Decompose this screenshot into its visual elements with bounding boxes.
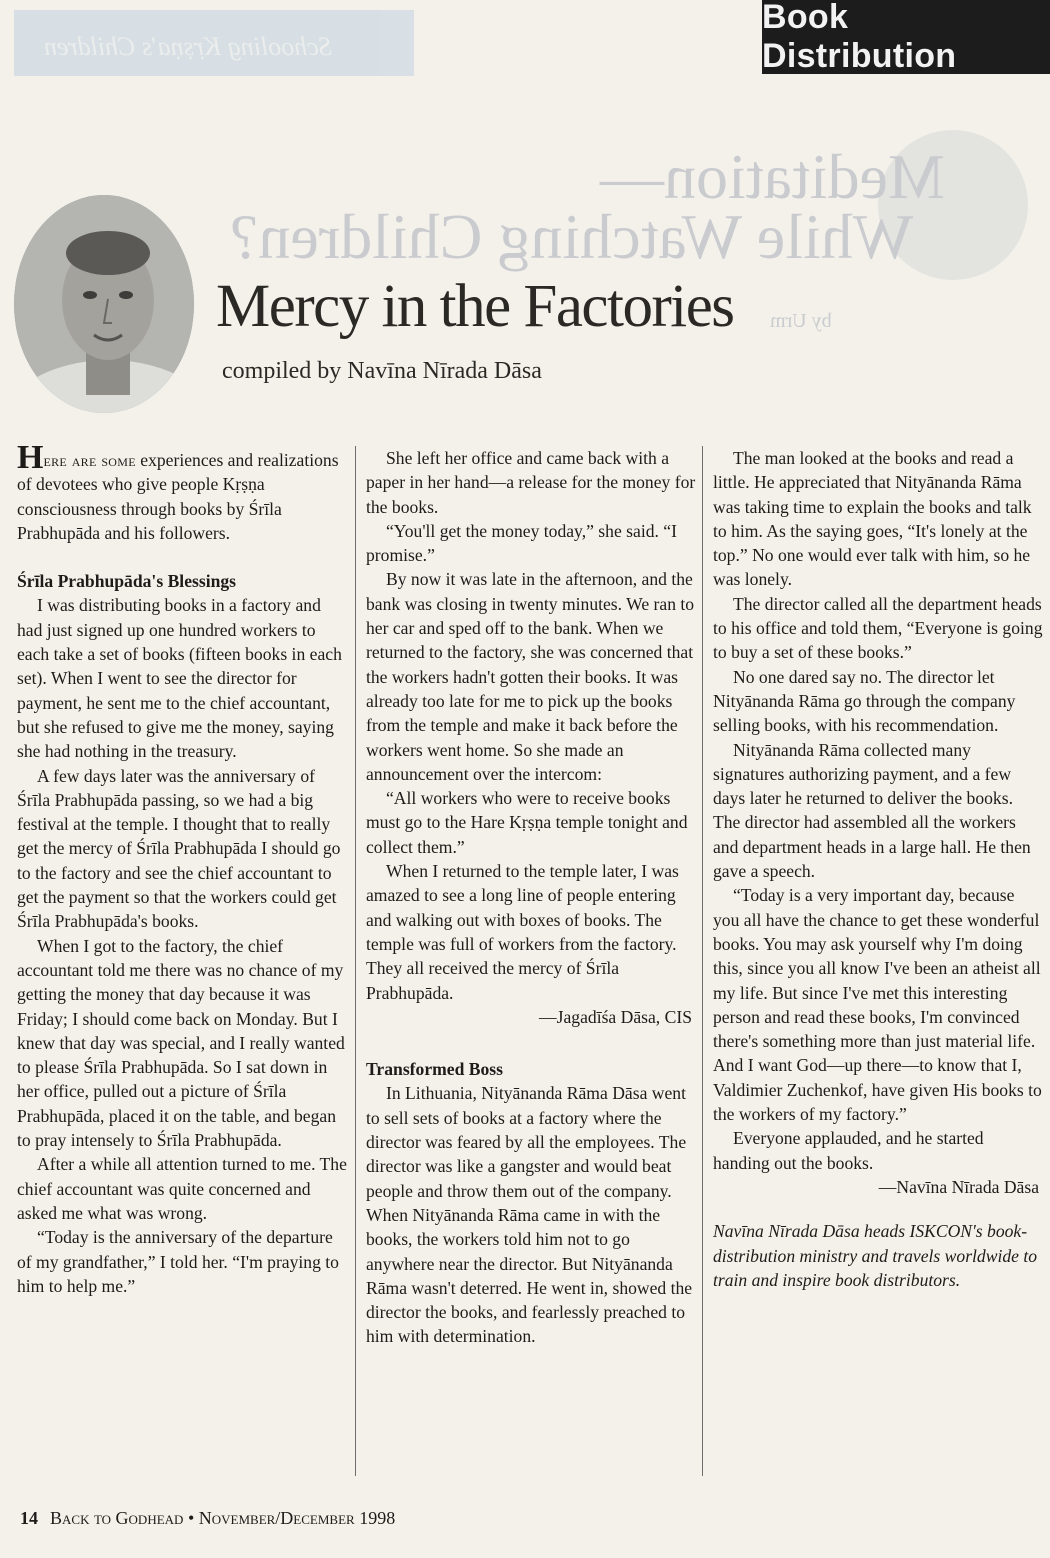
intro-paragraph (17, 439, 347, 545)
column-1 (17, 439, 347, 1298)
ghost-title-line-1: Meditation— (600, 141, 945, 212)
paragraph: When I got to the factory, the chief accountant told me there was no chance of my getting the money that day because it was Friday; I should come back on Monday. But I knew that day was special, and I really wanted to please Śrīla Prabhupāda. So I sat down in her office, pulled out a picture of Śrīla Prabhupāda, placed it on the table, and began to pray intensely to Śrīla Prabhupāda. (17, 935, 345, 1151)
magazine-name: Back to Godhead (50, 1508, 184, 1528)
article-title: Mercy in the Factories (216, 273, 734, 340)
column-2 (366, 446, 696, 1349)
section-tab: Book Distribution (762, 0, 1050, 74)
paragraph: By now it was late in the afternoon, and the bank was closing in twenty minutes. We ran to her car and sped off to the bank. When we returned to the factory, she was concerned that the workers hadn't gotten their books. It was already too late for me to pick up the books from the temple and make it back before the workers went home. So she made an announcement over the intercom: (366, 569, 695, 784)
issue-date: November/December 1998 (198, 1508, 396, 1528)
paragraph: I was distributing books in a factory and had just signed up one hundred workers to each take a set of books (fifteen books in each set). When I went to see the director for payment, he sent me to the chief accountant, but she refused to give me the money, saying she had nothing in the treasury. (17, 595, 342, 762)
signature: —Navīna Nīrada Dāsa (878, 1176, 1039, 1197)
paragraph: She left her office and came back with a paper in her hand—a release for the money for the books. (366, 448, 696, 517)
paragraph: A few days later was the anniversary of Śrīla Prabhupāda passing, so we had a big festival at the temple. I thought that to really get the mercy of Śrīla Prabhupāda I should go to the factory and see the chief accountant to get the payment so that the workers could get Śrīla Prabhupāda's books. (17, 765, 341, 932)
paragraph: “You'll get the money today,” she said. “I promise.” (366, 520, 677, 566)
intro-lead-caps: ere are some (43, 450, 136, 470)
article-byline: compiled by Navīna Nīrada Dāsa (222, 358, 542, 384)
paragraph: In Lithuania, Nityānanda Rāma Dāsa went to sell sets of books at a factory where the director was feared by all the employees. The director was like a gangster and would beat people and throw them out of the company. When Nityānanda Rāma came in with the books, the workers told him not to go anywhere near the director. But Nityānanda Rāma wasn't deterred. He went in, showed the director the books, and fearlessly preached to him with determination. (366, 1083, 693, 1347)
story-heading: Transformed Boss (366, 1059, 504, 1080)
ghost-banner (14, 10, 414, 76)
paragraph: No one dared say no. The director let Nityānanda Rāma go through the company selling books, with his recommendation. (713, 666, 1016, 736)
author-portrait (14, 195, 194, 413)
drop-cap: H (17, 439, 44, 476)
paragraph: The man looked at the books and read a little. He appreciated that Nityānanda Rāma was taking time to explain the books and talk to him. As the saying goes, “It's lonely at the top.” No one would ever talk with him, so he was lonely. (713, 448, 1032, 590)
footer-separator: • (187, 1508, 195, 1528)
page-footer (20, 1508, 395, 1529)
ghost-byline: by Urm (770, 310, 832, 332)
paragraph: Everyone applauded, and he started handing out the books. (713, 1128, 984, 1173)
page-number: 14 (20, 1508, 38, 1528)
author-bio: Navīna Nīrada Dāsa heads ISKCON's book-distribution ministry and travels worldwide to train and inspire book distributors. (713, 1221, 1038, 1290)
story-heading: Śrīla Prabhupāda's Blessings (17, 571, 237, 592)
portrait-illustration (14, 195, 194, 413)
column-rule (355, 446, 356, 1476)
ghost-title-line-2: While Watching Children? (230, 201, 914, 272)
signature: —Jagadīśa Dāsa, CIS (539, 1006, 692, 1027)
paragraph: “Today is the anniversary of the departure of my grandfather,” I told her. “I'm praying to him to help me.” (17, 1227, 339, 1296)
paragraph: After a while all attention turned to me. The chief accountant was quite concerned and asked me what was wrong. (17, 1154, 347, 1223)
column-rule (702, 446, 703, 1476)
ghost-banner-text: Schooling Kṛṣṇa's Children (44, 32, 332, 61)
paragraph: “Today is a very important day, because you all have the chance to get these wonderful books. You may ask yourself why I'm doing this, since you all know I've been an atheist all my life. But since I've met this interesting person and read these books, I'm convinced there's something more than just material life. And I want God—up there—to know that I, Valdimier Zuchenkof, have given His books to the workers of my factory.” (713, 885, 1042, 1125)
paragraph: “All workers who were to receive books must go to the Hare Kṛṣṇa temple tonight and collect them.” (366, 788, 688, 857)
column-3 (713, 446, 1043, 1292)
paragraph: The director called all the department heads to his office and told them, “Everyone is going to buy a set of these books.” (713, 593, 1043, 663)
intro-text: experiences and realizations of devotees who give people Kṛṣṇa consciousness through books by Śrīla Prabhupāda and his followers. (17, 450, 339, 543)
paragraph: Nityānanda Rāma collected many signatures authorizing payment, and a few days later he returned to deliver the books. The director had assembled all the workers and department heads in a large hall. He then gave a speech. (713, 739, 1031, 882)
paragraph: When I returned to the temple later, I was amazed to see a long line of people entering and walking out with boxes of books. The temple was full of workers from the factory. They all received the mercy of Śrīla Prabhupāda. (366, 861, 679, 1003)
